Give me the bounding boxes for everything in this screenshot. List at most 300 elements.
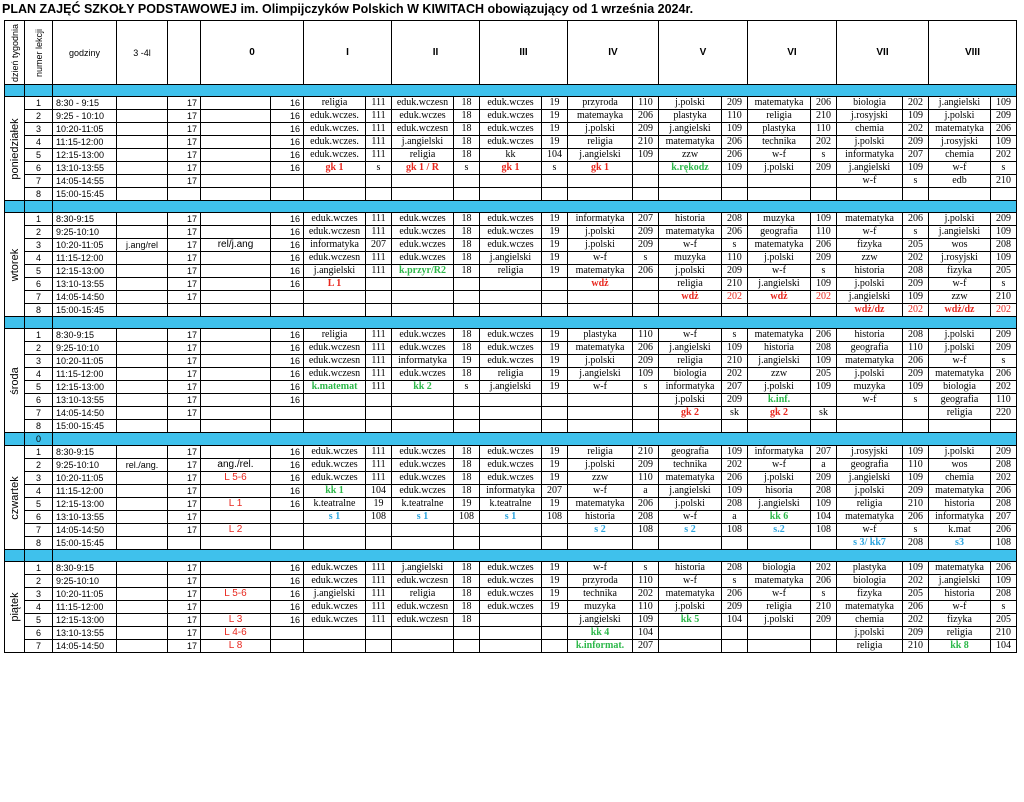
room-cell-class-5: 206 (722, 226, 748, 239)
room-16-cell: 16 (271, 575, 304, 588)
subject-cell-class-7: j.angielski (837, 472, 903, 485)
room-cell-class-6: 202 (811, 136, 837, 149)
subject-cell-class-8: w-f (929, 278, 991, 291)
lesson-hours: 13:10-13:55 (53, 394, 117, 407)
lesson-hours: 8:30-9:15 (53, 329, 117, 342)
lesson-hours: 15:00-15:45 (53, 188, 117, 201)
group-34-cell (117, 381, 168, 394)
room-cell-class-2 (454, 640, 480, 653)
room-cell-class-2: 108 (454, 511, 480, 524)
room-16-cell: 16 (271, 265, 304, 278)
group-34-cell (117, 394, 168, 407)
subject-cell-class-2 (392, 640, 454, 653)
class-0-cell (201, 162, 271, 175)
room-cell-class-6: s (811, 149, 837, 162)
subject-cell-class-7: religia (837, 640, 903, 653)
subject-cell-class-8: biologia (929, 381, 991, 394)
subject-cell-class-8: historia (929, 498, 991, 511)
lesson-row (5, 394, 1017, 407)
subject-cell-class-6: j.polski (748, 472, 811, 485)
room-cell-class-3: 207 (542, 485, 568, 498)
room-cell-class-1: 111 (366, 329, 392, 342)
room-16-cell (271, 537, 304, 550)
room-cell-class-3 (542, 524, 568, 537)
room-cell-class-3: 19 (542, 368, 568, 381)
class-0-cell (201, 97, 271, 110)
room-17-cell (168, 420, 201, 433)
room-cell-class-8: 207 (991, 511, 1017, 524)
subject-cell-class-3: religia (480, 368, 542, 381)
class-0-cell (201, 329, 271, 342)
room-cell-class-3: 19 (542, 213, 568, 226)
subject-cell-class-3: eduk.wczes (480, 213, 542, 226)
lesson-row (5, 188, 1017, 201)
subject-cell-class-5: j.polski (659, 394, 722, 407)
room-17-cell: 17 (168, 97, 201, 110)
subject-cell-class-6: k.inf. (748, 394, 811, 407)
lesson-hours: 10:20-11:05 (53, 239, 117, 252)
lesson-row (5, 459, 1017, 472)
room-cell-class-4: 210 (633, 446, 659, 459)
room-17-cell: 17 (168, 136, 201, 149)
lesson-hours: 11:15-12:00 (53, 485, 117, 498)
room-cell-class-1: 111 (366, 213, 392, 226)
class-0-cell (201, 394, 271, 407)
subject-cell-class-6 (748, 640, 811, 653)
room-cell-class-5: sk (722, 407, 748, 420)
group-34-cell (117, 562, 168, 575)
group-34-cell (117, 252, 168, 265)
room-cell-class-4 (633, 394, 659, 407)
lesson-number: 2 (25, 342, 53, 355)
group-34-cell (117, 368, 168, 381)
room-cell-class-5: 202 (722, 291, 748, 304)
room-cell-class-4 (633, 304, 659, 317)
room-cell-class-2 (454, 524, 480, 537)
room-cell-class-6 (811, 627, 837, 640)
subject-cell-class-3: kk (480, 149, 542, 162)
separator-fill (53, 85, 1017, 97)
day-name-label: środa (8, 366, 21, 395)
group-34-cell (117, 601, 168, 614)
subject-cell-class-4: matematyka (568, 498, 633, 511)
room-cell-class-5: 209 (722, 394, 748, 407)
room-cell-class-4: s (633, 562, 659, 575)
room-cell-class-7: s (903, 394, 929, 407)
room-cell-class-4: s (633, 252, 659, 265)
room-cell-class-6: 206 (811, 575, 837, 588)
lesson-row (5, 381, 1017, 394)
room-cell-class-8: 109 (991, 97, 1017, 110)
room-cell-class-7: 109 (903, 291, 929, 304)
subject-cell-class-3 (480, 304, 542, 317)
room-cell-class-3: 19 (542, 252, 568, 265)
room-cell-class-1: 111 (366, 149, 392, 162)
lesson-number: 6 (25, 511, 53, 524)
class-0-cell (201, 601, 271, 614)
subject-cell-class-3 (480, 537, 542, 550)
room-cell-class-8: 206 (991, 524, 1017, 537)
lesson-row (5, 252, 1017, 265)
class-0-cell (201, 304, 271, 317)
subject-cell-class-7: fizyka (837, 239, 903, 252)
room-cell-class-3 (542, 640, 568, 653)
group-34-cell (117, 278, 168, 291)
room-17-cell: 17 (168, 627, 201, 640)
room-cell-class-4: 209 (633, 459, 659, 472)
lesson-number: 6 (25, 394, 53, 407)
subject-cell-class-2 (392, 537, 454, 550)
lesson-hours: 12:15-13:00 (53, 149, 117, 162)
subject-cell-class-6: matematyka (748, 239, 811, 252)
subject-cell-class-2: kk 2 (392, 381, 454, 394)
subject-cell-class-2 (392, 627, 454, 640)
subject-cell-class-8: j.polski (929, 110, 991, 123)
separator-fill (53, 550, 1017, 562)
subject-cell-class-1: eduk.wczesn (304, 226, 366, 239)
subject-cell-class-2: eduk.wczes (392, 252, 454, 265)
room-cell-class-6 (811, 304, 837, 317)
class-0-cell (201, 342, 271, 355)
subject-cell-class-2: eduk.wczes (392, 342, 454, 355)
subject-cell-class-6: muzyka (748, 213, 811, 226)
room-cell-class-4: 207 (633, 640, 659, 653)
lesson-hours: 10:20-11:05 (53, 588, 117, 601)
lesson-number: 4 (25, 252, 53, 265)
subject-cell-class-6: zzw (748, 368, 811, 381)
subject-cell-class-2: eduk.wczesn (392, 123, 454, 136)
room-cell-class-6: s (811, 588, 837, 601)
subject-cell-class-8: j.rosyjski (929, 252, 991, 265)
subject-cell-class-5: gk 2 (659, 407, 722, 420)
room-17-cell: 17 (168, 575, 201, 588)
room-cell-class-8: s (991, 162, 1017, 175)
subject-cell-class-6 (748, 627, 811, 640)
subject-cell-class-4: j.polski (568, 226, 633, 239)
subject-cell-class-4: j.angielski (568, 614, 633, 627)
subject-cell-class-1: eduk.wczesn (304, 252, 366, 265)
lesson-row (5, 472, 1017, 485)
separator-label (25, 317, 53, 329)
room-cell-class-7: 206 (903, 355, 929, 368)
subject-cell-class-3: eduk.wczes (480, 239, 542, 252)
room-cell-class-7: 207 (903, 149, 929, 162)
subject-cell-class-5: matematyka (659, 588, 722, 601)
lesson-row (5, 562, 1017, 575)
lesson-number: 3 (25, 355, 53, 368)
lesson-row (5, 110, 1017, 123)
group-34-cell (117, 175, 168, 188)
room-cell-class-3 (542, 394, 568, 407)
lesson-row (5, 368, 1017, 381)
subject-cell-class-6: w-f (748, 588, 811, 601)
subject-cell-class-8: matematyka (929, 368, 991, 381)
lesson-number: 2 (25, 459, 53, 472)
subject-cell-class-2: k.przyr/R2 (392, 265, 454, 278)
room-cell-class-6: 109 (811, 213, 837, 226)
room-cell-class-5: 109 (722, 123, 748, 136)
subject-cell-class-1: eduk.wczes (304, 601, 366, 614)
room-cell-class-4 (633, 537, 659, 550)
room-cell-class-2 (454, 537, 480, 550)
subject-cell-class-5: plastyka (659, 110, 722, 123)
room-cell-class-7: s (903, 524, 929, 537)
room-cell-class-8: 220 (991, 407, 1017, 420)
room-17-cell: 17 (168, 498, 201, 511)
subject-cell-class-7: geografia (837, 342, 903, 355)
room-cell-class-6: 109 (811, 381, 837, 394)
subject-cell-class-7: s 3/ kk7 (837, 537, 903, 550)
room-cell-class-1: 111 (366, 381, 392, 394)
subject-cell-class-2: k.teatralne (392, 498, 454, 511)
room-cell-class-4: 104 (633, 627, 659, 640)
room-cell-class-1: 111 (366, 459, 392, 472)
room-cell-class-5: 208 (722, 562, 748, 575)
subject-cell-class-1 (304, 175, 366, 188)
room-cell-class-6 (811, 175, 837, 188)
room-16-cell: 16 (271, 162, 304, 175)
lesson-hours: 12:15-13:00 (53, 614, 117, 627)
room-cell-class-3: 19 (542, 342, 568, 355)
subject-cell-class-6: w-f (748, 149, 811, 162)
lesson-hours: 8:30-9:15 (53, 562, 117, 575)
group-34-cell (117, 304, 168, 317)
subject-cell-class-4: informatyka (568, 213, 633, 226)
subject-cell-class-3: eduk.wczes (480, 97, 542, 110)
room-cell-class-1: 111 (366, 265, 392, 278)
room-17-cell: 17 (168, 511, 201, 524)
group-34-cell (117, 511, 168, 524)
subject-cell-class-3: eduk.wczes (480, 329, 542, 342)
room-cell-class-2 (454, 407, 480, 420)
room-cell-class-3 (542, 627, 568, 640)
subject-cell-class-4 (568, 291, 633, 304)
room-cell-class-4 (633, 162, 659, 175)
subject-cell-class-2: eduk.wczes (392, 485, 454, 498)
subject-cell-class-8: matematyka (929, 123, 991, 136)
room-cell-class-4: 110 (633, 472, 659, 485)
day-name-2 (5, 213, 25, 317)
room-cell-class-4: 206 (633, 110, 659, 123)
subject-cell-class-7: chemia (837, 123, 903, 136)
lesson-hours: 15:00-15:45 (53, 420, 117, 433)
subject-cell-class-5: matematyka (659, 136, 722, 149)
lesson-hours: 15:00-15:45 (53, 304, 117, 317)
lesson-row (5, 226, 1017, 239)
room-cell-class-5: 104 (722, 614, 748, 627)
lesson-row (5, 420, 1017, 433)
subject-cell-class-3: gk 1 (480, 162, 542, 175)
separator-fill (53, 433, 1017, 446)
room-17-cell: 17 (168, 252, 201, 265)
subject-cell-class-6: w-f (748, 265, 811, 278)
subject-cell-class-1: eduk.wczes. (304, 149, 366, 162)
subject-cell-class-5: j.polski (659, 97, 722, 110)
room-cell-class-1 (366, 640, 392, 653)
room-16-cell: 16 (271, 588, 304, 601)
room-cell-class-5: 206 (722, 588, 748, 601)
room-17-cell: 17 (168, 123, 201, 136)
subject-cell-class-7: w-f (837, 226, 903, 239)
lesson-hours: 12:15-13:00 (53, 265, 117, 278)
room-cell-class-4: 209 (633, 355, 659, 368)
room-cell-class-5 (722, 627, 748, 640)
room-cell-class-7: 210 (903, 640, 929, 653)
separator-label: 0 (25, 433, 53, 446)
subject-cell-class-7: w-f (837, 524, 903, 537)
day-name-1 (5, 97, 25, 201)
room-cell-class-3: s (542, 162, 568, 175)
separator-fill (53, 201, 1017, 213)
room-cell-class-4: 110 (633, 329, 659, 342)
room-cell-class-6: 210 (811, 601, 837, 614)
subject-cell-class-8: w-f (929, 162, 991, 175)
lesson-row (5, 355, 1017, 368)
subject-cell-class-7: matematyka (837, 511, 903, 524)
room-17-cell: 17 (168, 472, 201, 485)
class-0-cell (201, 136, 271, 149)
subject-cell-class-7 (837, 188, 903, 201)
subject-cell-class-2: j.angielski (392, 136, 454, 149)
subject-cell-class-4: historia (568, 511, 633, 524)
room-cell-class-1: 111 (366, 368, 392, 381)
room-cell-class-4: a (633, 485, 659, 498)
subject-cell-class-7: historia (837, 329, 903, 342)
subject-cell-class-2 (392, 394, 454, 407)
class-0-cell: L 5-6 (201, 472, 271, 485)
room-16-cell (271, 188, 304, 201)
room-cell-class-2: 18 (454, 110, 480, 123)
lesson-hours: 10:20-11:05 (53, 355, 117, 368)
subject-cell-class-6: kk 6 (748, 511, 811, 524)
room-cell-class-5: 110 (722, 110, 748, 123)
room-17-cell: 17 (168, 446, 201, 459)
subject-cell-class-1: j.angielski (304, 265, 366, 278)
room-cell-class-2 (454, 420, 480, 433)
subject-cell-class-2 (392, 188, 454, 201)
room-cell-class-7: 109 (903, 446, 929, 459)
subject-cell-class-5: muzyka (659, 252, 722, 265)
lesson-hours: 11:15-12:00 (53, 368, 117, 381)
group-34-cell (117, 213, 168, 226)
room-cell-class-6: 109 (811, 355, 837, 368)
room-cell-class-5: 206 (722, 472, 748, 485)
room-cell-class-7: 109 (903, 162, 929, 175)
room-17-cell: 17 (168, 291, 201, 304)
room-16-cell: 16 (271, 97, 304, 110)
room-cell-class-3: 19 (542, 226, 568, 239)
room-cell-class-2: s (454, 162, 480, 175)
subject-cell-class-8: w-f (929, 355, 991, 368)
room-17-cell: 17 (168, 110, 201, 123)
subject-cell-class-1: eduk.wczes (304, 459, 366, 472)
lesson-row (5, 627, 1017, 640)
subject-cell-class-8: historia (929, 588, 991, 601)
subject-cell-class-7: plastyka (837, 562, 903, 575)
room-16-cell: 16 (271, 562, 304, 575)
subject-cell-class-4: k.informat. (568, 640, 633, 653)
subject-cell-class-6: matematyka (748, 575, 811, 588)
room-cell-class-6: 109 (811, 498, 837, 511)
group-34-cell (117, 265, 168, 278)
header-class-5: V (659, 21, 748, 85)
room-cell-class-4 (633, 420, 659, 433)
room-cell-class-3: 19 (542, 381, 568, 394)
room-cell-class-1 (366, 304, 392, 317)
room-cell-class-7: 208 (903, 329, 929, 342)
group-34-cell (117, 446, 168, 459)
room-cell-class-6 (811, 640, 837, 653)
subject-cell-class-2: eduk.wczes (392, 472, 454, 485)
subject-cell-class-8: edb (929, 175, 991, 188)
room-cell-class-8: 206 (991, 485, 1017, 498)
room-cell-class-7: 109 (903, 381, 929, 394)
subject-cell-class-2 (392, 175, 454, 188)
room-cell-class-5 (722, 640, 748, 653)
subject-cell-class-4: w-f (568, 252, 633, 265)
subject-cell-class-2 (392, 524, 454, 537)
room-cell-class-3: 19 (542, 446, 568, 459)
subject-cell-class-6: w-f (748, 459, 811, 472)
room-cell-class-1 (366, 188, 392, 201)
subject-cell-class-4: zzw (568, 472, 633, 485)
subject-cell-class-6: informatyka (748, 446, 811, 459)
room-cell-class-1: 104 (366, 485, 392, 498)
class-0-cell (201, 575, 271, 588)
lesson-number: 8 (25, 304, 53, 317)
room-cell-class-2: 19 (454, 498, 480, 511)
subject-cell-class-3 (480, 524, 542, 537)
room-cell-class-2 (454, 627, 480, 640)
lesson-number: 3 (25, 239, 53, 252)
subject-cell-class-1 (304, 627, 366, 640)
subject-cell-class-1: kk 1 (304, 485, 366, 498)
subject-cell-class-7: muzyka (837, 381, 903, 394)
subject-cell-class-1 (304, 394, 366, 407)
subject-cell-class-3 (480, 175, 542, 188)
lesson-row (5, 162, 1017, 175)
subject-cell-class-7: j.angielski (837, 291, 903, 304)
room-cell-class-5: 202 (722, 368, 748, 381)
subject-cell-class-6: historia (748, 342, 811, 355)
subject-cell-class-2: eduk.wczesn (392, 97, 454, 110)
class-0-cell (201, 175, 271, 188)
group-34-cell (117, 472, 168, 485)
room-cell-class-5: 202 (722, 459, 748, 472)
room-cell-class-5: 109 (722, 162, 748, 175)
room-cell-class-6 (811, 420, 837, 433)
room-cell-class-8: 210 (991, 175, 1017, 188)
header-class-3: III (480, 21, 568, 85)
room-cell-class-1: 111 (366, 342, 392, 355)
subject-cell-class-7: zzw (837, 252, 903, 265)
subject-cell-class-4: matematyka (568, 265, 633, 278)
subject-cell-class-1 (304, 537, 366, 550)
subject-cell-class-1 (304, 420, 366, 433)
group-34-cell (117, 110, 168, 123)
room-cell-class-6: 104 (811, 511, 837, 524)
subject-cell-class-5 (659, 640, 722, 653)
class-0-cell (201, 485, 271, 498)
subject-cell-class-5: j.angielski (659, 123, 722, 136)
subject-cell-class-6: plastyka (748, 123, 811, 136)
subject-cell-class-2: religia (392, 588, 454, 601)
room-17-cell: 17 (168, 213, 201, 226)
room-cell-class-5: 209 (722, 601, 748, 614)
room-cell-class-5: 110 (722, 252, 748, 265)
room-16-cell: 16 (271, 342, 304, 355)
room-cell-class-3 (542, 614, 568, 627)
